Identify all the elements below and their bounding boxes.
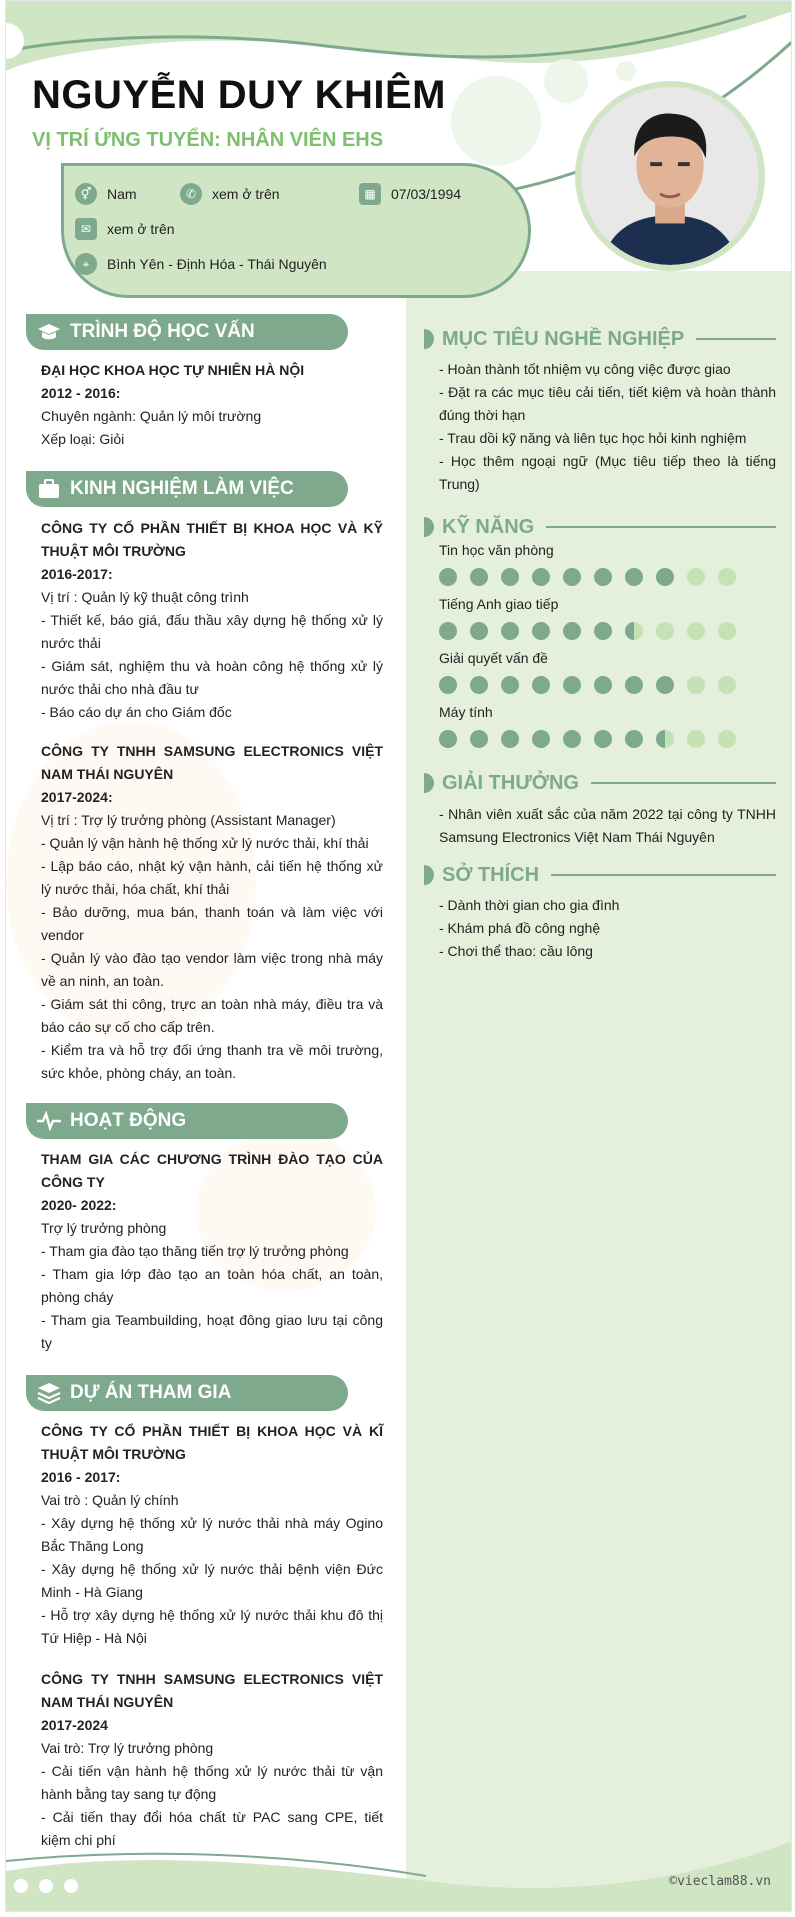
school-name: ĐẠI HỌC KHOA HỌC TỰ NHIÊN HÀ NỘI (41, 362, 305, 378)
pulse-icon (34, 1106, 64, 1136)
cv-page (5, 0, 792, 1912)
activity-line: - Tham gia lớp đào tạo an toàn hóa chất, an toàn, phòng cháy (41, 1266, 383, 1305)
avatar (575, 81, 765, 271)
skill-dot (563, 676, 581, 694)
birthday-value: 07/03/1994 (391, 186, 462, 202)
experience-job-1 (41, 517, 383, 724)
skill-dot (718, 676, 736, 694)
skill-dot (532, 730, 550, 748)
job-line: - Kiểm tra và hỗ trợ đối ứng thanh tra về môi trường, sức khỏe, phòng cháy, an toàn. (41, 1042, 383, 1081)
education-major: Chuyên ngành: Quản lý môi trường (41, 408, 262, 424)
gender-icon: ⚥ (75, 183, 97, 205)
skill-rating (439, 568, 749, 586)
calendar-icon: ▦ (359, 183, 381, 205)
activities-content (41, 1148, 383, 1355)
job-line: - Quản lý vào đào tạo vendor làm việc trong nhà máy về an ninh, an toàn. (41, 950, 383, 989)
skill-dot (532, 568, 550, 586)
activity-line: - Tham gia đào tạo thăng tiến trợ lý trưởng phòng (41, 1243, 349, 1259)
job-period: 2017-2024: (41, 789, 113, 805)
location-icon: ⌖ (75, 253, 97, 275)
phone-value: xem ở trên (212, 186, 280, 202)
skill-dot (656, 568, 674, 586)
contact-phone (180, 183, 280, 205)
contact-address (75, 253, 327, 275)
skill-dot (470, 568, 488, 586)
skill-dot (687, 676, 705, 694)
skill-dot (687, 730, 705, 748)
activity-line: - Tham gia Teambuilding, hoạt đông giao lưu tại công ty (41, 1312, 383, 1351)
skill-dot (501, 622, 519, 640)
project-1 (41, 1420, 383, 1650)
candidate-name: NGUYỄN DUY KHIÊM (32, 73, 446, 117)
section-skills-header (424, 512, 776, 542)
award-line: - Nhân viên xuất sắc của năm 2022 tại công ty TNHH Samsung Electronics Việt Nam Thái Nguyên (439, 806, 776, 845)
skill-dot (501, 568, 519, 586)
skill-dot (532, 622, 550, 640)
skill-dot (594, 730, 612, 748)
job-line: - Giám sát, nghiệm thu và hoàn công hệ thống xử lý nước thải cho nhà đầu tư (41, 658, 383, 697)
skill-dot (625, 730, 643, 748)
skill-dot (594, 568, 612, 586)
email-icon: ✉ (75, 218, 97, 240)
hobby-line: - Khám phá đồ công nghệ (439, 920, 601, 936)
job-line: Vị trí : Quản lý kỹ thuật công trình (41, 589, 249, 605)
job-line: - Báo cáo dự án cho Giám đốc (41, 704, 232, 720)
project-period: 2017-2024 (41, 1717, 108, 1733)
project-line: - Cải tiến thay đổi hóa chất từ PAC sang CPE, tiết kiệm chi phí (41, 1809, 383, 1848)
section-awards-header (424, 768, 776, 798)
skill-dot (470, 676, 488, 694)
objective-line: - Trau dồi kỹ năng và liên tục học hỏi kinh nghiệm (439, 430, 747, 446)
skill-dot (501, 676, 519, 694)
skill-label: Tin học văn phòng (439, 542, 554, 558)
hobby-line: - Dành thời gian cho gia đình (439, 897, 620, 913)
skill-dot (718, 622, 736, 640)
section-title: KỸ NĂNG (442, 515, 535, 538)
contact-email (75, 218, 175, 240)
project-line: Vai trò : Quản lý chính (41, 1492, 179, 1508)
contact-birthday (359, 183, 461, 205)
skill-dot (656, 730, 674, 748)
skill-dot (625, 568, 643, 586)
skill-dot (594, 622, 612, 640)
skill-dot (656, 622, 674, 640)
project-company: CÔNG TY TNHH SAMSUNG ELECTRONICS VIỆT NAM THÁI NGUYÊN (41, 1671, 383, 1710)
watermark: ©vieclam88.vn (669, 1874, 771, 1889)
email-value: xem ở trên (107, 221, 175, 237)
job-company: CÔNG TY TNHH SAMSUNG ELECTRONICS VIỆT NAM THÁI NGUYÊN (41, 743, 383, 782)
objective-content (439, 358, 776, 496)
section-title: GIẢI THƯỞNG (442, 771, 579, 794)
objective-line: - Học thêm ngoại ngữ (Mục tiêu tiếp theo là tiếng Trung) (439, 453, 776, 492)
skill-dot (656, 676, 674, 694)
skill-dot (563, 730, 581, 748)
skill-rating (439, 676, 749, 694)
hobby-line: - Chơi thể thao: cầu lông (439, 943, 593, 959)
applied-position: VỊ TRÍ ỨNG TUYỂN: NHÂN VIÊN EHS (32, 129, 384, 151)
project-line: - Cải tiến vận hành hệ thống xử lý nước thải từ vận hành bằng tay sang tự động (41, 1763, 383, 1802)
section-objective-header (424, 324, 776, 354)
gender-value: Nam (107, 186, 137, 202)
job-line: - Bảo dưỡng, mua bán, thanh toán và làm việc với vendor (41, 904, 383, 943)
objective-line: - Hoàn thành tốt nhiệm vụ công việc được giao (439, 361, 731, 377)
job-line: - Quản lý vận hành hệ thống xử lý nước thải, khí thải (41, 835, 369, 851)
skill-dot (439, 730, 457, 748)
activity-period: 2020- 2022: (41, 1197, 117, 1213)
section-title: TRÌNH ĐỘ HỌC VẤN (70, 321, 255, 342)
awards-content (439, 803, 776, 849)
layers-icon (34, 1378, 64, 1408)
skill-dot (439, 568, 457, 586)
skill-dot (470, 730, 488, 748)
section-title: KINH NGHIỆM LÀM VIỆC (70, 478, 294, 499)
skill-dot (563, 568, 581, 586)
project-period: 2016 - 2017: (41, 1469, 121, 1485)
skill-dot (439, 676, 457, 694)
activity-line: Trợ lý trưởng phòng (41, 1220, 167, 1236)
job-line: Vị trí : Trợ lý trưởng phòng (Assistant Manager) (41, 812, 336, 828)
job-line: - Thiết kế, báo giá, đấu thầu xây dựng hệ thống xử lý nước thải (41, 612, 383, 651)
project-line: Vai trò: Trợ lý trưởng phòng (41, 1740, 214, 1756)
section-education-header (26, 314, 348, 350)
section-hobbies-header (424, 860, 776, 890)
address-value: Bình Yên - Định Hóa - Thái Nguyên (107, 256, 327, 272)
contact-panel (61, 163, 531, 298)
project-2 (41, 1668, 383, 1852)
job-period: 2016-2017: (41, 566, 113, 582)
briefcase-icon (34, 474, 64, 504)
skill-dot (563, 622, 581, 640)
section-activities-header (26, 1103, 348, 1139)
experience-job-2 (41, 740, 383, 1085)
contact-gender (75, 183, 137, 205)
education-grade: Xếp loại: Giỏi (41, 431, 125, 447)
job-line: - Lập báo cáo, nhật ký vận hành, cải tiến hệ thống xử lý nước thải, hóa chất, khí thải (41, 858, 383, 897)
skill-dot (625, 622, 643, 640)
section-title: DỰ ÁN THAM GIA (70, 1382, 232, 1403)
skill-label: Máy tính (439, 704, 493, 720)
skill-rating (439, 622, 749, 640)
project-company: CÔNG TY CỔ PHẦN THIẾT BỊ KHOA HỌC VÀ KĨ THUẬT MÔI TRƯỜNG (41, 1423, 383, 1462)
section-title: HOẠT ĐỘNG (70, 1110, 187, 1131)
skill-dot (718, 568, 736, 586)
skill-label: Tiếng Anh giao tiếp (439, 596, 559, 612)
skill-dot (470, 622, 488, 640)
skill-dot (594, 676, 612, 694)
hobbies-content (439, 894, 776, 963)
project-line: - Xây dựng hệ thống xử lý nước thải nhà máy Ogino Bắc Thăng Long (41, 1515, 383, 1554)
section-title: SỞ THÍCH (442, 863, 540, 886)
job-company: CÔNG TY CỔ PHẦN THIẾT BỊ KHOA HỌC VÀ KỸ THUẬT MÔI TRƯỜNG (41, 520, 383, 559)
skill-dot (625, 676, 643, 694)
section-projects-header (26, 1375, 348, 1411)
project-line: - Hỗ trợ xây dựng hệ thống xử lý nước thải khu đô thị Tứ Hiệp - Hà Nội (41, 1607, 383, 1646)
section-experience-header (26, 471, 348, 507)
graduation-cap-icon (34, 317, 64, 347)
skill-dot (687, 622, 705, 640)
project-line: - Xây dựng hệ thống xử lý nước thải bệnh viện Đức Minh - Hà Giang (41, 1561, 383, 1600)
phone-icon: ✆ (180, 183, 202, 205)
skill-dot (501, 730, 519, 748)
activity-heading: THAM GIA CÁC CHƯƠNG TRÌNH ĐÀO TẠO CỦA CÔNG TY (41, 1151, 383, 1190)
job-line: - Giám sát thi công, trực an toàn nhà máy, điều tra và báo cáo sự cố cho cấp trên. (41, 996, 383, 1035)
skill-dot (718, 730, 736, 748)
skill-dot (687, 568, 705, 586)
education-period: 2012 - 2016: (41, 385, 121, 401)
section-title: MỤC TIÊU NGHỀ NGHIỆP (442, 327, 685, 350)
objective-line: - Đặt ra các mục tiêu cải tiến, tiết kiệm và hoàn thành đúng thời hạn (439, 384, 776, 423)
portrait-image (581, 87, 759, 265)
education-content (41, 359, 383, 451)
skill-dot (439, 622, 457, 640)
skill-dot (532, 676, 550, 694)
skill-rating (439, 730, 749, 748)
skill-label: Giải quyết vấn đề (439, 650, 548, 666)
